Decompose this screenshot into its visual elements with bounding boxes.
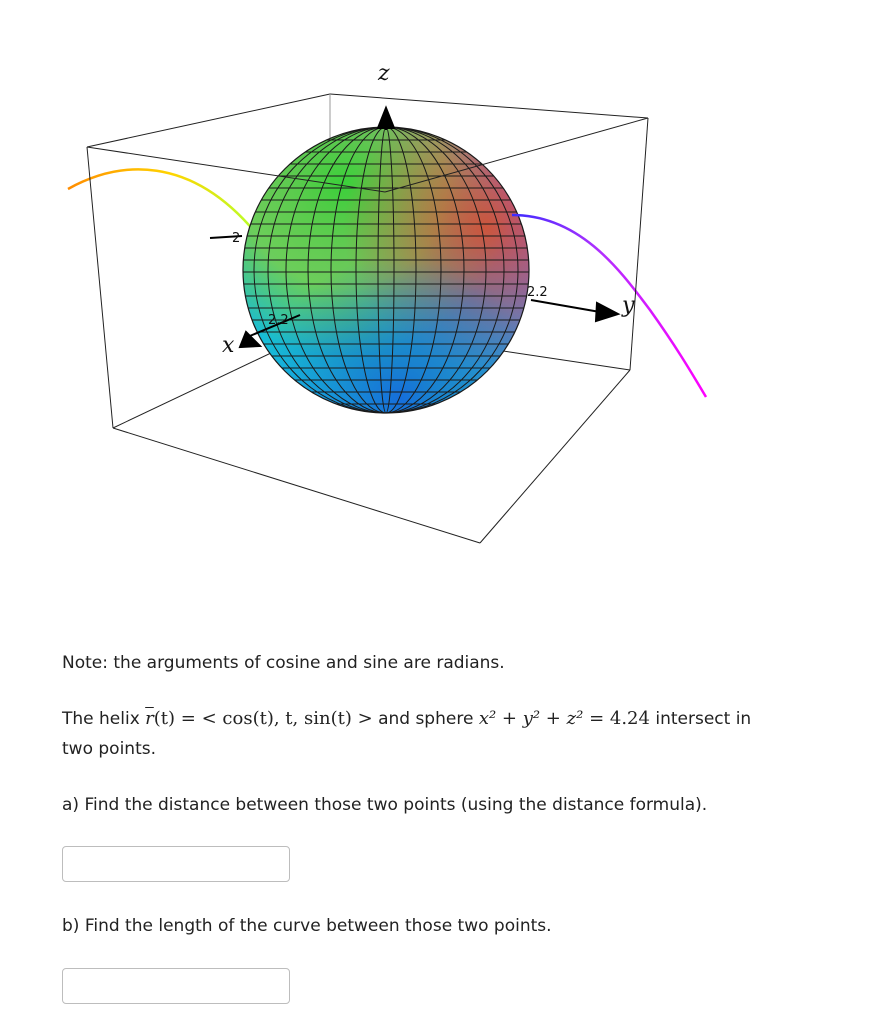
sphere-rhs: = 4.24 <box>589 708 650 729</box>
part-b-answer-input[interactable] <box>62 968 290 1004</box>
problem-suffix: intersect in <box>655 709 752 729</box>
helix-curve-left <box>68 169 255 232</box>
part-a-label: a) Find the distance between those two points (using the distance formula). <box>62 795 708 815</box>
problem-statement <box>62 705 882 733</box>
y-tick-label: 2.2 <box>527 285 548 300</box>
part-a-answer-input[interactable] <box>62 846 290 882</box>
helix-vector: < cos(t), t, sin(t) > <box>201 708 373 729</box>
equals-sign: = <box>180 708 196 729</box>
x-axis-label: x <box>222 333 235 358</box>
3d-plot <box>40 40 740 600</box>
z-tick-label: 2 <box>232 231 241 246</box>
sphere-equation <box>479 708 650 729</box>
problem-prefix: The helix <box>62 709 140 729</box>
part-b-label: b) Find the length of the curve between those two points. <box>62 916 552 936</box>
sphere-lhs: x² + y² + z² <box>478 708 584 729</box>
z-axis-label: z <box>378 61 390 86</box>
x-tick-label: 2.2 <box>268 313 289 328</box>
helix-curve-right <box>512 215 706 397</box>
problem-middle: and sphere <box>378 709 474 729</box>
helix-function <box>145 708 372 729</box>
r-argument: (t) <box>153 708 176 729</box>
plot-svg <box>40 40 740 600</box>
r-vector-symbol: $\overline{r}$ <box>145 708 154 729</box>
y-axis-label: y <box>622 293 635 318</box>
problem-line2: two points. <box>62 739 156 759</box>
sphere <box>240 127 530 413</box>
note-text: Note: the arguments of cosine and sine are radians. <box>62 653 505 673</box>
